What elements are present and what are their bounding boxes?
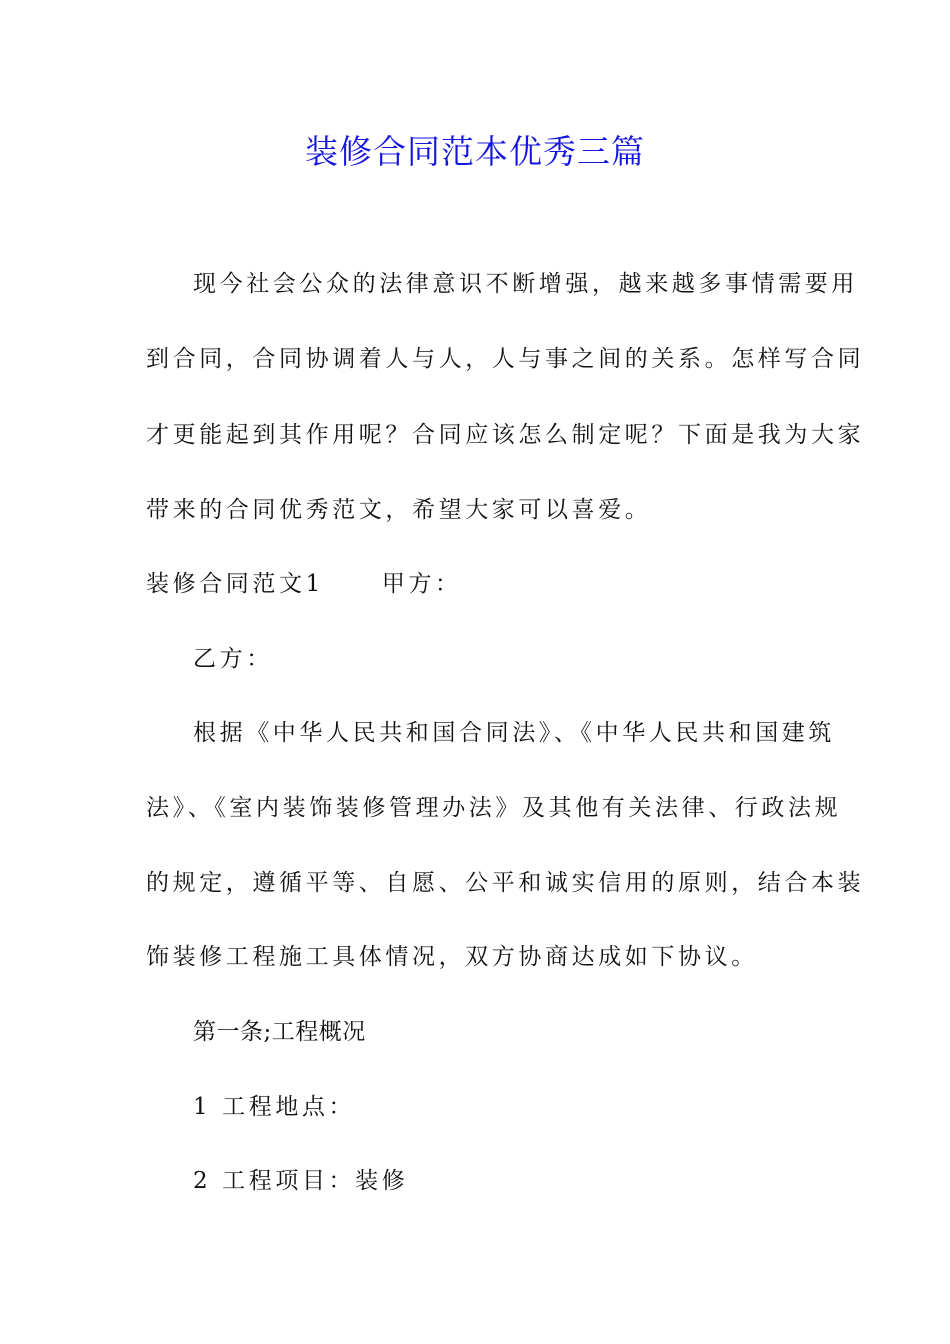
section-label: 装修合同范文1 [146,571,324,597]
intro-line-4: 带来的合同优秀范文，希望大家可以喜爱。 [146,497,652,523]
item-2-project: 2 工程项目：装修 [193,1168,409,1194]
basis-line-1: 根据《中华人民共和国合同法》、《中华人民共和国建筑 [193,720,835,746]
article-1-heading: 第一条;工程概况 [193,1019,366,1045]
basis-line-2: 法》、《室内装饰装修管理办法》及其他有关法律、行政法规 [146,795,842,821]
item-1-location: 1 工程地点： [193,1094,356,1120]
basis-line-4: 饰装修工程施工具体情况，双方协商达成如下协议。 [146,944,758,970]
party-a-label: 甲方： [381,571,462,597]
intro-line-1: 现今社会公众的法律意识不断增强，越来越多事情需要用 [193,271,858,297]
basis-line-3: 的规定，遵循平等、自愿、公平和诚实信用的原则，结合本装 [146,870,865,896]
party-b-label: 乙方： [193,646,273,672]
section-heading-line [146,567,462,601]
intro-line-3: 才更能起到其作用呢？合同应该怎么制定呢？下面是我为大家 [146,422,865,448]
intro-line-2: 到合同，合同协调着人与人，人与事之间的关系。怎样写合同 [146,346,865,372]
document-title: 装修合同范本优秀三篇 [305,132,645,171]
